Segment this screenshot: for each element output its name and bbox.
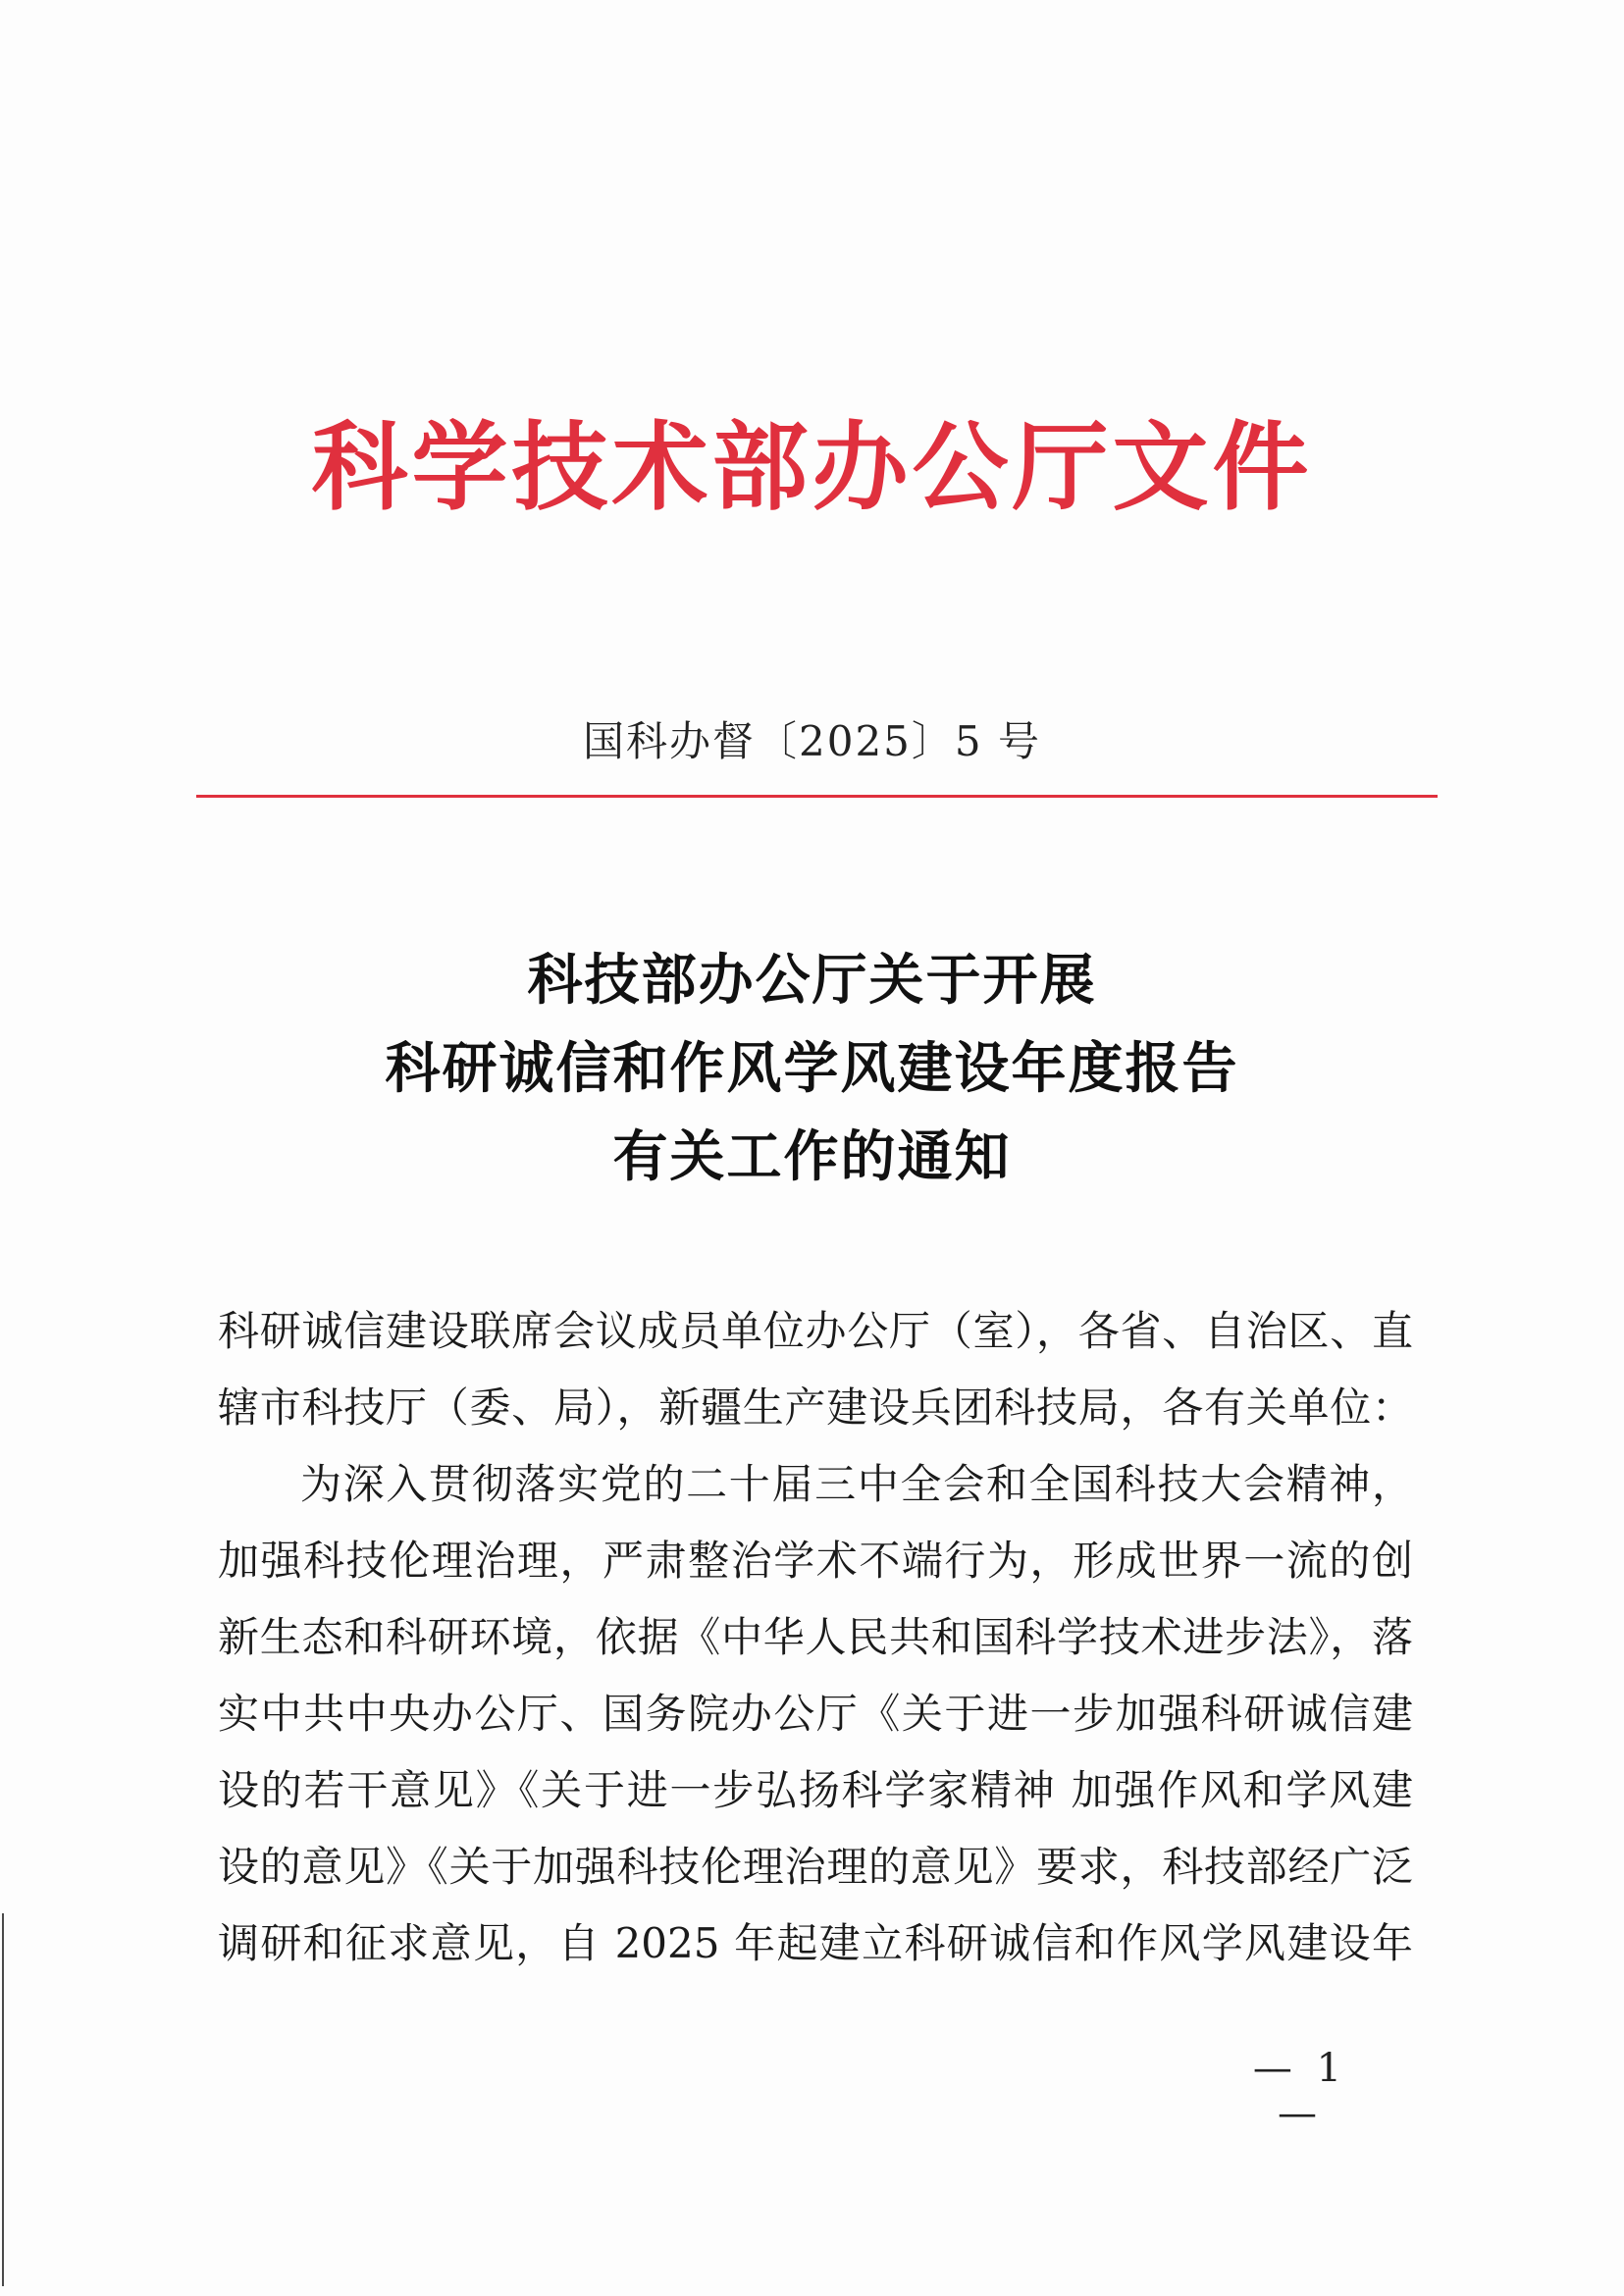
title-line: 科研诚信和作风学风建设年度报告 [385,1037,1239,1101]
body-text [218,1293,1413,1982]
title-line: 科技部办公厅关于开展 [527,949,1097,1013]
document-number: 国科办督〔2025〕5 号 [583,717,1041,765]
addressee-line: 科研诚信建设联席会议成员单位办公厅（室），各省、自治区、直 [218,1307,1413,1355]
red-divider-line [196,795,1438,798]
scan-edge-artifact [2,1913,4,2286]
addressee-line: 辖市科技厅（委、局），新疆生产建设兵团科技局，各有关单位： [218,1383,1413,1432]
page-number: — 1 — [1252,2046,1348,2136]
paragraph-line: 实中共中央办公厅、国务院办公厅《关于进一步加强科研诚信建 [218,1690,1413,1738]
paragraph-line: 新生态和科研环境，依据《中华人民共和国科学技术进步法》，落 [218,1613,1413,1661]
document-title [0,937,1624,1202]
paragraph-line: 为深入贯彻落实党的二十届三中全会和全国科技大会精神， [300,1460,1413,1508]
title-line: 有关工作的通知 [612,1125,1012,1189]
paragraph-line: 加强科技伦理治理，严肃整治学术不端行为，形成世界一流的创 [218,1537,1413,1585]
paragraph-line: 设的若干意见》《关于进一步弘扬科学家精神 加强作风和学风建 [218,1766,1413,1814]
paragraph-line: 调研和征求意见，自 2025 年起建立科研诚信和作风学风建设年 [218,1919,1413,1967]
issuer-header: 科学技术部办公厅文件 [311,412,1313,524]
paragraph-line: 设的意见》《关于加强科技伦理治理的意见》要求，科技部经广泛 [218,1843,1413,1891]
